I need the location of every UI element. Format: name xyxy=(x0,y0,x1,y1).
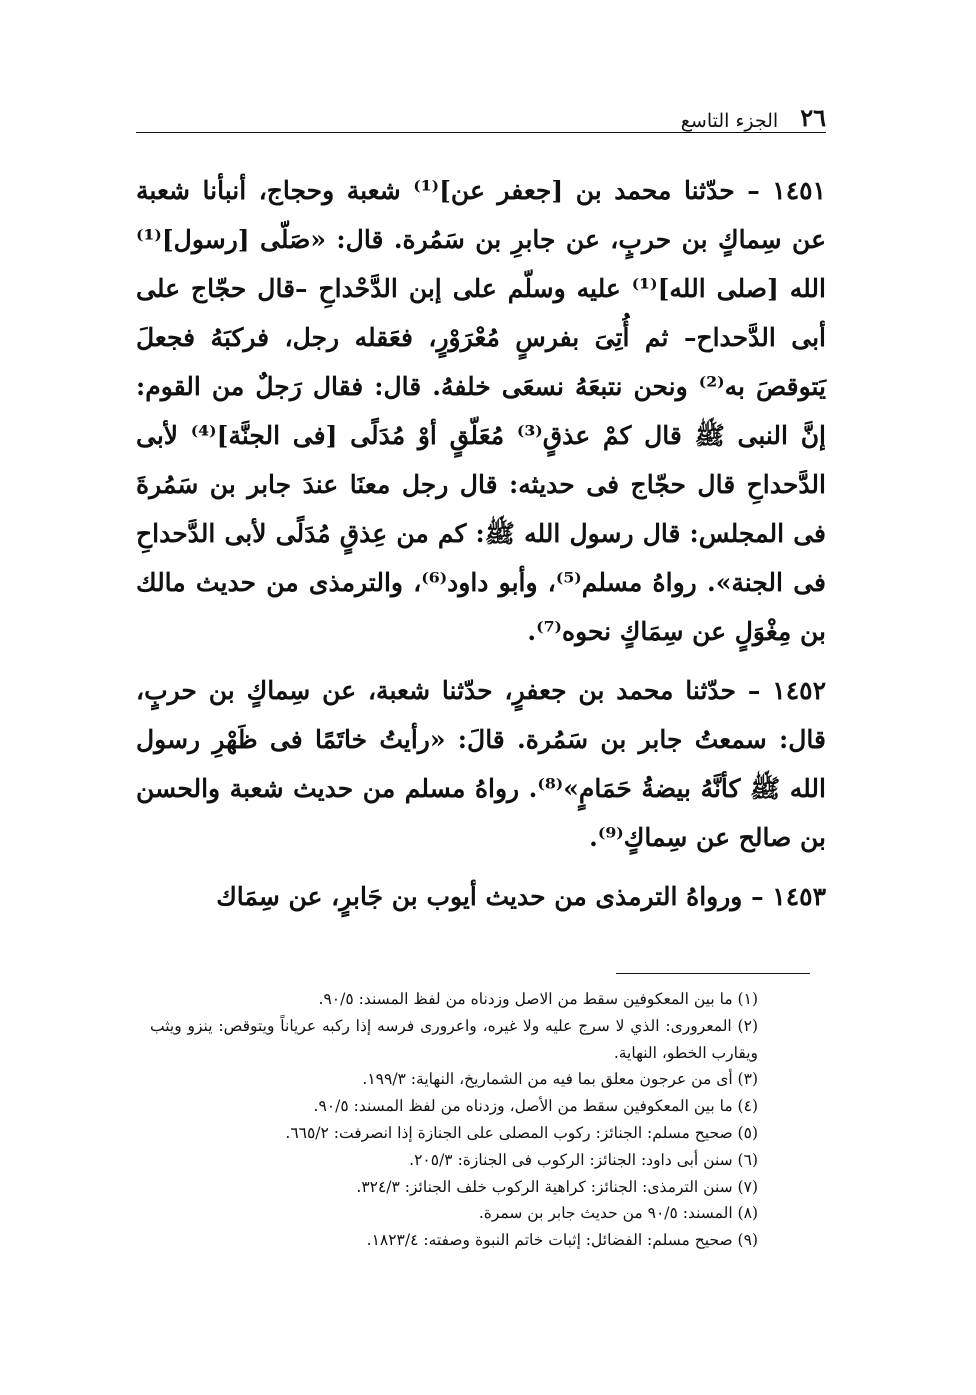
hadith-1451: ١٤٥١ – حدّثنا محمد بن [جعفر عن]⁽¹⁾ شعبة وحجاج، أنبأنا شعبة عن سِماكٍ بن حربٍ، عن جابرِ بن سَمُرة. قال: «صَلّى [رسول]⁽¹⁾ الله [صلى الله]⁽¹⁾ عليه وسلّم على إبن الدَّحْداحِ –قال حجّاج على أبى الدَّحداح– ثم أُتِىَ بفرسٍ مُعْرَوْرٍ، فعَقله رجل، فركبَهُ فجعلَ يَتوقصَ به⁽²⁾ ونحن نتبعَهُ نسعَى خلفهُ. قال: فقال رَجلٌ من القوم: إنَّ النبى ﷺ قال كمْ عذقٍ⁽³⁾ مُعَلّقٍ أوْ مُدَلًى [فى الجنَّة]⁽⁴⁾ لأبى الدَّحداحِ قال حجّاج فى حديثه: قال رجل معنَا عندَ جابر بن سَمُرةَ فى المجلس: قال رسول الله ﷺ: كم من عِذقٍ مُدَلًى لأبى الدَّحداحِ فى الجنة». رواهُ مسلم⁽⁵⁾، وأبو داود⁽⁶⁾، والترمذى من حديث مالك بن مِغْوَلٍ عن سِمَاكٍ نحوه⁽⁷⁾. xyxy=(136,176,826,646)
footnote-6: (٦) سنن أبى داود: الجنائز: الركوب فى الجنازة: ٢٠٥/٣. xyxy=(409,1150,758,1169)
hadith-1453: ١٤٥٣ – ورواهُ الترمذى من حديث أيوب بن جَابرٍ، عن سِمَاك xyxy=(216,882,826,911)
header-divider xyxy=(136,132,826,133)
part-title: الجزء التاسع xyxy=(680,110,779,132)
page-number: ٢٦ xyxy=(800,103,826,132)
footnote-2: (٢) المعرورى: الذي لا سرج عليه ولا غيره، واعرورى فرسه إذا ركبه عرياناً ويتوقص: ينزو ويثب ويقارب الخطو، النهاية. xyxy=(150,1016,758,1062)
footnote-divider xyxy=(616,973,810,974)
footnote-9: (٩) صحيح مسلم: الفضائل: إثبات خاتم النبوة وصفته: ١٨٢٣/٤. xyxy=(366,1231,758,1250)
footnote-5: (٥) صحيح مسلم: الجنائز: ركوب المصلى على الجنازة إذا انصرفت: ٦٦٥/٢. xyxy=(285,1123,758,1142)
footnote-8: (٨) المسند: ٩٠/٥ من حديث جابر بن سمرة. xyxy=(478,1204,758,1223)
footnote-1: (١) ما بين المعكوفين سقط من الاصل وزدناه من لفظ المسند: ٩٠/٥. xyxy=(318,990,758,1008)
footnotes xyxy=(150,986,814,1254)
footnote-7: (٧) سنن الترمذى: الجنائز: كراهية الركوب خلف الجنائز: ٣٢٤/٣. xyxy=(356,1177,758,1196)
main-text xyxy=(136,166,826,931)
footnote-3: (٣) أى من عرجون معلق بما فيه من الشماريخ، النهاية: ١٩٩/٣. xyxy=(362,1070,758,1089)
page-header xyxy=(136,92,826,132)
hadith-1452: ١٤٥٢ – حدّثنا محمد بن جعفرٍ، حدّثنا شعبة، عن سِماكٍ بن حربٍ، قال: سمعتُ جابر بن سَمُرة. قالَ: «رأيتُ خاتَمًا فى ظَهْرِ رسول الله ﷺ كأنَّهُ بيضةُ حَمَامٍ»⁽⁸⁾. رواهُ مسلم من حديث شعبة والحسن بن صالح عن سِماكٍ⁽⁹⁾. xyxy=(136,676,826,852)
footnote-4: (٤) ما بين المعكوفين سقط من الأصل، وزدناه من لفظ المسند: ٩٠/٥. xyxy=(313,1097,758,1116)
